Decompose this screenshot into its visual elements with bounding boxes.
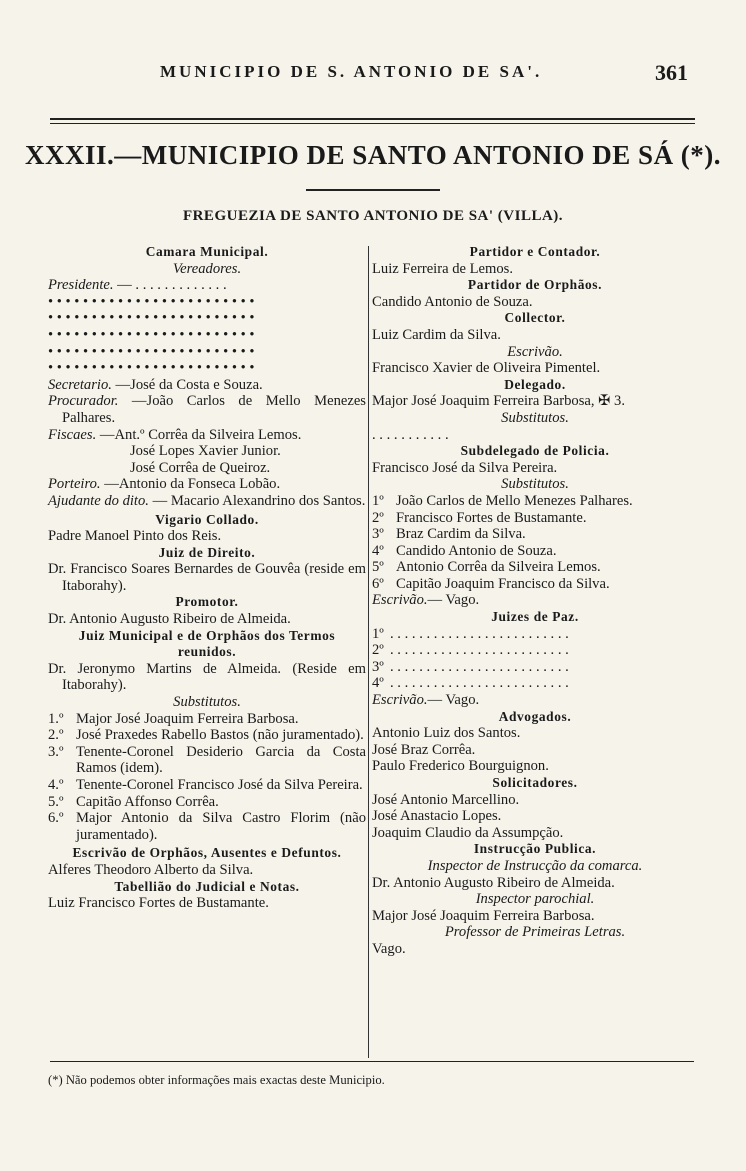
partidor-orphaos-name: Candido Antonio de Souza. bbox=[372, 293, 533, 310]
substituto-entry bbox=[372, 526, 698, 543]
partidor-orphaos-heading: Partidor de Orphãos. bbox=[467, 277, 603, 293]
person-name: Major Antonio da Silva Castro Florim (não juramentado). bbox=[76, 810, 366, 843]
delegado-name: Major José Joaquim Ferreira Barbosa, ✠ 3. bbox=[372, 393, 625, 410]
ordinal: 2º bbox=[372, 642, 384, 659]
solicitador-entry: José Anastacio Lopes. bbox=[372, 808, 502, 825]
professor-heading: Professor de Primeiras Letras. bbox=[444, 924, 626, 941]
fiscal-entry: José Corrêa de Queiroz. bbox=[130, 459, 271, 476]
ordinal: 5º bbox=[372, 559, 384, 576]
dot-leader: — . . . . . . . . . . . . . bbox=[113, 277, 227, 294]
dotted-line: • • • • • • • • • • • • • • • • • • • • • • • • bbox=[48, 326, 255, 343]
substituto-entry bbox=[48, 777, 366, 794]
person-name: Ant.º Corrêa da Silveira Lemos. bbox=[114, 426, 302, 443]
ordinal: 3.º bbox=[48, 743, 64, 760]
collector-heading: Collector. bbox=[504, 310, 566, 326]
collector-escrivao-name: Francisco Xavier de Oliveira Pimentel. bbox=[372, 360, 601, 377]
substitutos-list bbox=[48, 711, 366, 844]
escrivao-orphaos-name: Alferes Theodoro Alberto da Silva. bbox=[48, 861, 254, 878]
promotor-heading: Promotor. bbox=[175, 594, 239, 610]
presidente-line bbox=[48, 277, 366, 294]
right-column bbox=[372, 244, 698, 958]
title-divider bbox=[306, 189, 440, 191]
role-label: Porteiro. bbox=[48, 476, 101, 493]
substituto-entry bbox=[372, 559, 698, 576]
inspector-parochial-name: Major José Joaquim Ferreira Barbosa. bbox=[372, 907, 595, 924]
solicitador-entry: Joaquim Claudio da Assumpção. bbox=[372, 824, 564, 841]
dot-leader: . . . . . . . . . . . . . . . . . . . . . . . . . bbox=[390, 642, 569, 659]
parish-subtitle: FREGUEZIA DE SANTO ANTONIO DE SA' (VILLA). bbox=[182, 208, 564, 224]
inspector-parochial-heading: Inspector parochial. bbox=[475, 891, 595, 908]
secretario-entry: Secretario. —José da Costa e Souza. bbox=[48, 376, 263, 393]
substitutos-heading: Substitutos. bbox=[501, 476, 569, 493]
juizes-escrivao-entry: Escrivão.— Vago. bbox=[372, 692, 480, 709]
substituto-entry bbox=[372, 576, 698, 593]
presidente-label: Presidente. bbox=[48, 277, 114, 294]
advogado-entry: Antonio Luiz dos Santos. bbox=[372, 725, 521, 742]
page-number: 361 bbox=[655, 60, 688, 85]
inspector-comarca-heading: Inspector de Instrucção da comarca. bbox=[427, 857, 643, 874]
running-title: MUNICIPIO DE S. ANTONIO DE SA'. bbox=[160, 62, 543, 81]
juiz-direito-name: Dr. Francisco Soares Bernardes de Gouvêa (reside em Itaborahy). bbox=[48, 561, 366, 594]
substituto-entry bbox=[48, 711, 366, 728]
tabelliao-heading: Tabellião do Judicial e Notas. bbox=[114, 878, 300, 894]
dot-leader: . . . . . . . . . . . . . . . . . . . . . . . . . bbox=[390, 658, 569, 675]
footer-rule bbox=[50, 1061, 694, 1062]
header-rule-thin bbox=[50, 123, 695, 124]
subdelegado-heading: Subdelegado de Policia. bbox=[460, 443, 610, 459]
juiz-paz-entry bbox=[372, 659, 698, 676]
tabelliao-name: Luiz Francisco Fortes de Bustamante. bbox=[48, 895, 269, 912]
collector-name: Luiz Cardim da Silva. bbox=[372, 326, 501, 343]
professor-name: Vago. bbox=[372, 940, 406, 957]
escrivao-vago-entry: Escrivão.— Vago. bbox=[372, 592, 480, 609]
advogados-heading: Advogados. bbox=[498, 708, 572, 724]
ordinal: 4º bbox=[372, 675, 384, 692]
vigario-name: Padre Manoel Pinto dos Reis. bbox=[48, 528, 222, 545]
ordinal: 1º bbox=[372, 625, 384, 642]
ordinal: 3º bbox=[372, 658, 384, 675]
escrivao-heading: Escrivão. bbox=[507, 343, 563, 360]
juiz-paz-entry bbox=[372, 642, 698, 659]
person-name: Braz Cardim da Silva. bbox=[396, 526, 526, 543]
column-divider bbox=[368, 246, 369, 1058]
dotted-line: • • • • • • • • • • • • • • • • • • • • • • • • bbox=[48, 293, 255, 310]
substituto-entry bbox=[48, 727, 366, 744]
ordinal: 4.º bbox=[48, 777, 64, 793]
person-name: Capitão Affonso Corrêa. bbox=[76, 793, 219, 810]
role-label: Fiscaes. bbox=[48, 426, 97, 443]
fiscal-entry: José Lopes Xavier Junior. bbox=[130, 443, 281, 460]
camara-heading: Camara Municipal. bbox=[145, 244, 269, 259]
partidor-heading: Partidor e Contador. bbox=[469, 244, 601, 259]
solicitadores-heading: Solicitadores. bbox=[492, 775, 578, 790]
vereadores-heading: Vereadores. bbox=[172, 260, 242, 277]
person-name: Francisco Fortes de Bustamante. bbox=[396, 509, 587, 526]
advogados-list bbox=[372, 725, 698, 775]
juiz-municipal-heading: Juiz Municipal e de Orphãos dos Termos bbox=[78, 627, 336, 643]
substituto-entry bbox=[372, 493, 698, 510]
role-label: Secretario. bbox=[48, 376, 112, 393]
solicitador-entry: José Antonio Marcellino. bbox=[372, 791, 520, 808]
vigario-heading: Vigario Collado. bbox=[155, 511, 259, 527]
dot-leader: . . . . . . . . . . . . . . . . . . . . . . . . . bbox=[390, 675, 569, 692]
escrivao-orphaos-heading: Escrivão de Orphãos, Ausentes e Defuntos. bbox=[72, 845, 342, 861]
solicitadores-list bbox=[372, 792, 698, 842]
ordinal: 1º bbox=[372, 492, 384, 509]
juiz-municipal-name: Dr. Jeronymo Martins de Almeida. (Reside em Itaborahy). bbox=[48, 660, 366, 694]
person-name: Antonio Corrêa da Silveira Lemos. bbox=[396, 559, 601, 576]
ordinal: 2º bbox=[372, 509, 384, 526]
procurador-entry: Procurador. —João Carlos de Mello Menezes Palhares. bbox=[48, 393, 366, 426]
person-name: Tenente-Coronel Francisco José da Silva Pereira. bbox=[76, 777, 363, 793]
person-name: Major José Joaquim Ferreira Barbosa. bbox=[76, 710, 299, 727]
person-name: José da Costa e Souza. bbox=[130, 376, 263, 393]
person-name: Capitão Joaquim Francisco da Silva. bbox=[396, 575, 610, 592]
page-header bbox=[0, 60, 746, 90]
fiscaes-entry: Fiscaes. —Ant.º Corrêa da Silveira Lemos. bbox=[48, 426, 302, 443]
dotted-line: • • • • • • • • • • • • • • • • • • • • • • • • bbox=[48, 360, 255, 377]
partidor-name: Luiz Ferreira de Lemos. bbox=[372, 260, 514, 277]
inspector-comarca-name: Dr. Antonio Augusto Ribeiro de Almeida. bbox=[372, 874, 615, 891]
juiz-paz-entry bbox=[372, 626, 698, 643]
substitutos-heading: Substitutos. bbox=[501, 409, 569, 426]
footnote: (*) Não podemos obter informações mais exactas deste Municipio. bbox=[48, 1073, 385, 1087]
person-name: Tenente-Coronel Desiderio Garcia da Costa Ramos (idem). bbox=[76, 743, 366, 777]
person-name: João Carlos de Mello Menezes Palhares. bbox=[396, 492, 633, 509]
ajudante-entry: Ajudante do dito. — Macario Alexandrino dos Santos. bbox=[48, 492, 366, 509]
dot-leader: . . . . . . . . . . . . . . . . . . . . . . . . . bbox=[390, 625, 569, 642]
substitutos-heading: Substitutos. bbox=[173, 694, 241, 711]
ordinal: 6º bbox=[372, 575, 384, 592]
dotted-line: • • • • • • • • • • • • • • • • • • • • • • • • bbox=[48, 343, 255, 360]
juiz-direito-heading: Juiz de Direito. bbox=[158, 544, 256, 560]
juizes-heading: Juizes de Paz. bbox=[491, 609, 579, 625]
substituto-entry bbox=[48, 794, 366, 811]
chapter-title: XXXII.—MUNICIPIO DE SANTO ANTONIO DE SÁ (*). bbox=[24, 140, 722, 170]
ordinal: 6.º bbox=[48, 810, 64, 827]
juizes-list bbox=[372, 626, 698, 692]
role-label: Escrivão. bbox=[372, 692, 428, 709]
person-name: Candido Antonio de Souza. bbox=[396, 542, 557, 559]
person-name: João Carlos de Mello Menezes Palhares. bbox=[62, 393, 366, 426]
role-label: Escrivão. bbox=[372, 592, 428, 609]
role-label: Procurador. bbox=[48, 393, 119, 410]
advogado-entry: Paulo Frederico Bourguignon. bbox=[372, 758, 549, 775]
person-name: José Praxedes Rabello Bastos (não juramentado). bbox=[76, 727, 364, 744]
ordinal: 4º bbox=[372, 542, 384, 559]
substituto-entry bbox=[48, 744, 366, 777]
juiz-municipal-heading-cont: reunidos. bbox=[177, 644, 237, 660]
left-column bbox=[48, 244, 366, 912]
ordinal: 3º bbox=[372, 526, 384, 543]
role-label: Ajudante do dito. bbox=[48, 492, 149, 509]
ordinal: 2.º bbox=[48, 727, 64, 744]
instrucao-heading: Instrucção Publica. bbox=[473, 841, 597, 857]
substituto-entry bbox=[372, 510, 698, 527]
delegado-heading: Delegado. bbox=[504, 376, 566, 392]
vacancy-text: Vago. bbox=[445, 692, 480, 709]
vacancy-text: Vago. bbox=[445, 592, 480, 609]
header-rule-thick bbox=[50, 118, 695, 120]
juiz-paz-entry bbox=[372, 675, 698, 692]
dotted-line: . . . . . . . . . . . bbox=[372, 426, 449, 443]
promotor-name: Dr. Antonio Augusto Ribeiro de Almeida. bbox=[48, 611, 291, 628]
person-name: Antonio da Fonseca Lobão. bbox=[118, 476, 281, 493]
subdelegado-substitutos-list bbox=[372, 493, 698, 593]
advogado-entry: José Braz Corrêa. bbox=[372, 741, 476, 758]
person-name: Macario Alexandrino dos Santos. bbox=[170, 492, 366, 509]
porteiro-entry: Porteiro. —Antonio da Fonseca Lobão. bbox=[48, 476, 281, 493]
ordinal: 1.º bbox=[48, 710, 64, 727]
ordinal: 5.º bbox=[48, 793, 64, 810]
dotted-line: • • • • • • • • • • • • • • • • • • • • • • • • bbox=[48, 310, 255, 327]
subdelegado-name: Francisco José da Silva Pereira. bbox=[372, 459, 558, 476]
substituto-entry bbox=[372, 543, 698, 560]
substituto-entry bbox=[48, 810, 366, 843]
